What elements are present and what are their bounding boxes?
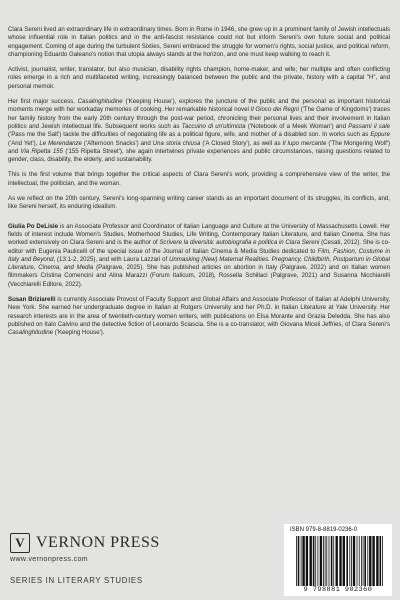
publisher-website: www.vernonpress.com (10, 556, 89, 563)
isbn-barcode (284, 524, 392, 596)
barcode-bar (306, 536, 308, 586)
author-bio (8, 223, 390, 289)
text-run: ('Keeping House'), explores the juncture of the public and the personal as important historical moments merge with her workaday memories of cooking. Her remarkable historical novel (8, 98, 390, 114)
barcode-bar (369, 536, 371, 586)
text-run: ('Keeping House'). (53, 329, 105, 337)
text-run: ('Afternoon Snacks') and (81, 139, 153, 147)
text-run: is an Associate Professor and Coordinator of Italian Language and Culture at the University of Massachusetts Lowell. Her fields of interest include Women's Studies, Motherhood Studies, Life Writing, Contemporary Italian Literature, and Italian Cinema. She has worked extensively on Clara Sereni and is the author of (8, 222, 391, 247)
vernon-logo-icon: V (10, 533, 30, 553)
barcode-bar (357, 536, 358, 586)
blurb-paragraph (8, 195, 390, 212)
title-italic: Scrivere la diversità: autobiografia e politica in Clara Sereni (159, 239, 320, 247)
text-run: , (13:1-2, 2025), and with Laura Lazzari of (53, 255, 170, 263)
author-bios (8, 223, 390, 338)
barcode-bar (367, 536, 368, 586)
isbn-label: ISBN 979-8-8819-0236-0 (290, 527, 358, 533)
title-italic: Passami il sale (348, 122, 390, 130)
barcode-bar (323, 536, 324, 586)
blurb-paragraph (8, 171, 390, 188)
barcode-bar (302, 536, 304, 586)
barcode-bar (339, 536, 341, 586)
barcode-bar (331, 536, 333, 586)
text-run: As we reflect on the 20th century, Sereni's long-spanning writing career stands as an important document of its struggles, its conflicts, and, like Sereni herself, its enduring idealism. (8, 195, 390, 211)
barcode-bar (372, 536, 374, 586)
title-italic: Eppure (370, 131, 390, 139)
title-italic: Il Gioco dei Regni (250, 106, 299, 114)
text-run: ('A Closed Story'), as well as (200, 139, 283, 147)
barcode-bar (296, 536, 297, 586)
text-run: ('The Mongering Wolf') and (8, 139, 391, 155)
text-run: (Palgrave, 2025). She has published articles on abortion in Italy (Palgrave, 2022) and on Italian women filmmakers Cristina Comencini and Alina Marazzi (Forum Italicum, 2018), Rossella Schillaci (Palgrave, 2021) and Susanna Nicchiarelli (Vecchiarelli Editore, 2022). (8, 264, 390, 288)
text-run: ('Notebook of a Meek Woman') and (245, 122, 349, 130)
barcode-bar (310, 536, 312, 586)
barcode-bar (298, 536, 300, 586)
barcode-bar (336, 536, 338, 586)
title-italic: Taccuino di un'ultimista (181, 122, 246, 130)
barcode-bar (363, 536, 364, 586)
barcode-bar (359, 536, 360, 586)
barcode-bar (301, 536, 302, 586)
text-run: ('Pass me the Salt') tackle the difficulties of negotiating life as a political figure, wife, and mother of a disabled son. In works such as (8, 131, 371, 139)
barcode-bar (315, 536, 316, 586)
text-run: Her first major success, (8, 98, 78, 106)
title-italic: Il lupo mercante (282, 139, 327, 147)
barcode-bar (351, 536, 352, 586)
barcode-bar (320, 536, 322, 586)
cover-footer (0, 520, 400, 600)
publisher-logo (10, 533, 160, 553)
barcode-bar (380, 536, 382, 586)
publisher-name: VERNON PRESS (36, 534, 160, 551)
blurb-paragraph (8, 66, 390, 91)
barcode-bar (318, 536, 319, 586)
barcode-bar (376, 536, 378, 586)
series-name: SERIES IN LITERARY STUDIES (10, 576, 143, 585)
barcode-bar (346, 536, 348, 586)
title-italic: Unmasking (New) Maternal Realities. Pregnancy, Childbirth, Postpartum in Global Literature, Cinema, and Media (8, 255, 390, 272)
title-italic: Casalinghitudine (8, 329, 54, 337)
barcode-bar (333, 536, 334, 586)
barcode-bar (343, 536, 345, 586)
title-italic: Film, Fashion, Costume in Italy and Beyond (8, 247, 390, 263)
author-bio (8, 296, 390, 337)
blurb-paragraph (8, 26, 390, 59)
text-run: Clara Sereni lived an extraordinary life in extraordinary times. Born in Rome in 1946, she grew up in a prominent family of Jewish intellectuals whose influential role in Italian politics and in the anti-fascist resistance could not but inform Sereni's own future social and political engagement. Coming of age during the turbulent Sixties, Sereni embraced the struggle for women's rights, social justice, and political reform, championing Eduardo Galeano's notion that utopia always stands at the horizon, and one must keep walking to reach it. (8, 26, 390, 58)
barcode-bar (364, 536, 366, 586)
barcode-bar (353, 536, 355, 586)
barcode-bar (325, 536, 326, 586)
text-run: is currently Associate Provost of Faculty Support and Global Affairs and Associate Professor of Italian at Adelphi University, New York. She earned her undergraduate degree in Italian at Rutgers University and her Ph.D. in Italian Literature at Yale University. Her research interests are in the area of twentieth-century women writers, with publications on Elsa Morante and Grazia Deledda. She has also published on Italo Calvino and the detective fiction of Leonardo Sciascia. She is a co-translator, with Giovana Miceli Jeffries, of Clara Sereni's (8, 296, 390, 328)
text-run: ('And Yet'), (8, 139, 40, 147)
barcode-bar (349, 536, 350, 586)
barcode-digits: 9 798881 902360 (303, 586, 373, 594)
barcode-bar (326, 536, 327, 586)
blurb-paragraph (8, 98, 390, 164)
barcode-bar (382, 536, 383, 586)
barcode-bar (313, 536, 315, 586)
author-name: Susan Briziarelli (8, 296, 56, 304)
title-italic: Casalinghitudine (77, 98, 123, 106)
text-run: This is the first volume that brings together the critical aspects of Clara Sereni's work, providing a comprehensive view of the writer, the intellectual, the politician, and the woman. (8, 171, 390, 187)
title-italic: Una storia chiusa (152, 139, 201, 147)
blurb-paragraphs (8, 26, 390, 212)
text-run: Activist, journalist, writer, translator, but also musician, disability rights champion, home-maker, and wife; her multiple and often conflicting roles emerge in a rich and multifaceted writing, increasingly balanced between the public and the private, history with a capital "H", and personal memoir. (8, 66, 390, 90)
text-run: ('155 Ripetta Street'), she again intertwines private experiences and public circumstances, raising questions related to gender, class, disability, the elderly, and sustainability. (8, 147, 390, 164)
text-run: ('The Game of Kingdoms') traces her family history from the early 20th century through the post-war period, chronicling their personal lives and their involvement in Italian politics and Jewish intellectual life. Subsequent works such as (8, 106, 390, 130)
text-run: (Cesati, 2012). She is co-editor with Eugenia Paulicelli of the special issue of the Journal of Italian Cinema & Media Studies dedicated to (8, 239, 390, 255)
barcode-bar (361, 536, 362, 586)
author-name: Giulia Po DeLisle (8, 222, 59, 230)
barcode-bar (329, 536, 330, 586)
blurb-text (8, 26, 390, 345)
title-italic: Le Merendanze (39, 139, 82, 147)
barcode-icon (294, 536, 386, 586)
title-italic: Via Ripetta 155 (20, 147, 64, 155)
